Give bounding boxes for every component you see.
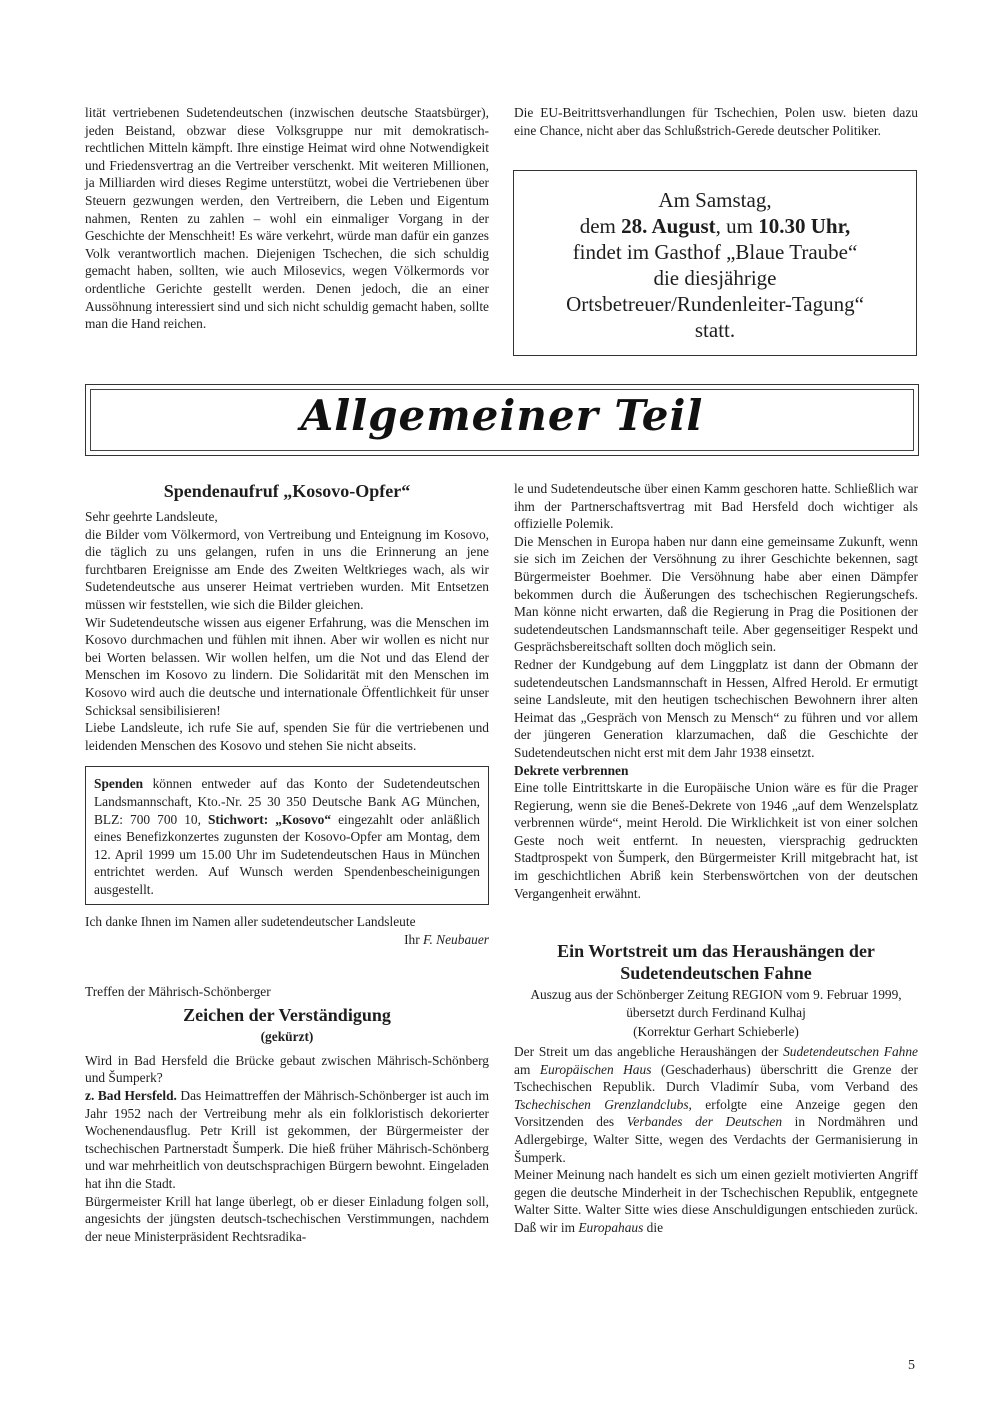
section-banner-title: Allgemeiner Teil	[300, 391, 704, 440]
wortstreit-credit: (Korrektur Gerhart Schieberle)	[633, 1024, 799, 1040]
treffen-cont-paragraph-1: le und Sudetendeutsche über einen Kamm geschoren hatte. Schließlich war ihm der Partnerschaftsvertrag mit Bad Hersfeld doch wichtiger als offizielle Polemik.	[514, 481, 918, 532]
notice-line-3: findet im Gasthof „Blaue Traube“	[572, 240, 858, 264]
donation-keyword: Stichwort: „Kosovo“	[207, 811, 332, 827]
notice-line-4: die diesjährige	[653, 266, 777, 290]
dekrete-paragraph: Eine tolle Eintrittskarte in die Europäische Union wäre es für die Prager Regierung, wenn sie die Beneš-Dekrete von 1946 „auf dem Wenzelsplatz verbrennen würde“, meint Herold. Die Wirklichkeit ist von einer solchen Geste noch weit entfernt. In neuesten, viersprachig gedruckten Stadtprospekt von Šumperk, den Bürgermeister Krill mitgebracht hat, ist im geschichtlichen Abriß kein Sterbenswörtchen von der deutschen Vergangenheit erwähnt.	[514, 780, 918, 901]
wortstreit-paragraph-2	[514, 1166, 918, 1236]
wp2-b: die	[643, 1219, 664, 1235]
spenden-paragraph-2: Wir Sudetendeutsche wissen aus eigener Erfahrung, was die Menschen im Kosovo durchmachen und fühlen mit ihnen. Aber wir wollen es nicht nur bei Worten belassen. Wir wollen helfen, um die Not und das Elend der Menschen im Kosovo zu lindern. Die Solidarität mit den Menschen im Kosovo wird auch die deutsche und internationale Öffentlichkeit für unser Schicksal sensibilisieren!	[85, 614, 489, 718]
wp1-d: erfolgte eine Anzeige gegen den Vorsitzenden des	[514, 1096, 918, 1130]
treffen-paragraph-2	[85, 1087, 489, 1193]
treffen-cont-paragraph-2: Die Menschen in Europa haben nur dann eine gemeinsame Zukunft, wenn sie sich im Zeichen der Versöhnung zu ihrer Geschichte bekennen, sagt Bürgermeister Boehmer. Die Versöhnung habe aber einen Dämpfer bekommen durch die Äußerungen des tschechischen Regierungschefs. Man könne nicht erwarten, daß die Regierung in Prag die Positionen der sudetendeutschen Landsmannschaft teile. Aber gegenseitiger Respekt und Gesprächsbereitschaft sollten doch möglich sein.	[514, 533, 918, 655]
donation-text-2: eingezahlt oder anläßlich eines Benefizkonzertes zugunsten der Kosovo-Opfer am Montag, dem 12. April 1999 um 15.00 Uhr im Sudetendeutschen Haus in München entrichtet werden. Auf Wunsch werden Spendenbescheinigungen ausgestellt.	[94, 811, 480, 897]
treffen-dateline: z. Bad Hersfeld.	[85, 1088, 177, 1104]
donation-info-box	[85, 766, 489, 905]
notice-date: 28. August	[621, 214, 716, 238]
spenden-thanks: Ich danke Ihnen im Namen aller sudetendeutscher Landsleute	[85, 914, 416, 930]
treffen-subtitle: (gekürzt)	[260, 1029, 314, 1045]
donation-text-1: können entweder auf das Konto der Sudetendeutschen Landsmannschaft, Kto.-Nr. 25 30 350 Deutsche Bank AG München, BLZ: 700 700 10,	[94, 776, 480, 827]
intro-right-text: Die EU-Beitrittsverhandlungen für Tschechien, Polen usw. bieten dazu eine Chance, nicht aber das Schlußstrich-Gerede deutscher Politiker.	[514, 105, 918, 138]
spenden-paragraph-1: die Bilder vom Völkermord, von Vertreibung und Enteignung im Kosovo, die täglich zu uns gelangen, rufen in uns die Erinnerung an jene furchtbaren Ereignisse am Ende des Zweiten Weltkrieges wach, als wir Sudetendeutsche aus unserer Heimat vertrieben wurden. Mit Entsetzen müssen wir feststellen, wie sich die Bilder gleichen.	[85, 526, 489, 612]
wp1-i2: Europäischen Haus	[539, 1061, 652, 1077]
wp1-i3: Tschechischen Grenzlandclubs,	[514, 1096, 692, 1112]
intro-left-column	[85, 104, 489, 333]
notice-line-2-pre: dem	[579, 214, 622, 238]
wp2-i: Europahaus	[578, 1219, 644, 1235]
wp1-i1: Sudetendeutschen Fahne	[783, 1044, 918, 1060]
dekrete-subheading: Dekrete verbrennen	[514, 762, 629, 778]
wp1-i4: Verbandes der Deutschen	[626, 1114, 783, 1130]
treffen-kicker: Treffen der Mährisch-Schönberger	[85, 983, 271, 999]
treffen-paragraph-1: Wird in Bad Hersfeld die Brücke gebaut zwischen Mährisch-Schönberg und Šumperk?	[85, 1052, 489, 1086]
wortstreit-paragraph-1	[514, 1043, 918, 1166]
treffen-title: Zeichen der Verständigung	[183, 1005, 391, 1026]
spenden-signature	[85, 931, 489, 949]
spenden-paragraph-3: Liebe Landsleute, ich rufe Sie auf, spenden Sie für die vertriebenen und leidenden Menschen des Kosovo und stehen Sie nicht abseits.	[85, 720, 489, 753]
treffen-paragraph-2-text: Das Heimattreffen der Mährisch-Schönberger ist auch im Jahr 1952 nach der Vertreibung mehr als ein folkloristisch dekorierter Wochenendausflug. Petr Krill ist gekommen, der Bürgermeister der tschechischen Partnerstadt Šumperk. Die hieß früher Mährisch-Schönberg und war mehrheitlich von deutschsprachigen Bürgern bewohnt. Eingeladen hat ihn die Stadt.	[85, 1088, 489, 1191]
signature-name: F. Neubauer	[423, 932, 489, 948]
notice-line-2-mid: , um	[715, 214, 759, 238]
wp1-e: in Nordmähren und Adlergebirge, Walter Sitte, wegen des Verdachts der Germanisierung in Šumperk.	[514, 1114, 918, 1165]
intro-left-text: lität vertriebenen Sudetendeutschen (inzwischen deutsche Staatsbürger), jeden Beistand, obzwar diese Volksgruppe nur mit demokratisch-rechtlichen Mitteln kämpft. Ihre einstige Heimat wird ohne Notwendigkeit und Friedensvertrag an die Vertreiber verschenkt. Mit weiteren Millionen, ja Milliarden wird dieses Regime unterstützt, wobei die Vertriebenen über Steuern gezwungen werden, den Vertreibern, die Leben und Eigentum nahmen, Renten zu zahlen – wohl ein einmaliger Vorgang in der Geschichte der Menschheit! Es wäre verkehrt, würde man dafür ein ganzes Volk verantwortlich machen. Diejenigen Tschechen, die sich schuldig gemacht haben, sollten, wie auch Milosevics, wegen Völkermords vor ordentliche Gerichte gestellt werden. Denen jedoch, die an einer Aussöhnung interessiert sind und sich nicht schuldig gemacht haben, sollte man die Hand reichen.	[85, 105, 489, 332]
donation-bold-lead: Spenden	[94, 776, 144, 792]
notice-time: 10.30 Uhr,	[758, 214, 851, 238]
wortstreit-title: Ein Wortstreit um das Heraushängen der Sudetendeutschen Fahne	[557, 941, 875, 984]
notice-line-6: statt.	[694, 318, 736, 342]
wp2-a: Meiner Meinung nach handelt es sich um einen gezielt motivierten Angriff gegen die deutsche Minderheit in der Tschechischen Republik, entgegnete Walter Sitte. Walter Sitte wies diese Anschuldigungen entschieden zurück. Daß wir im	[514, 1167, 918, 1235]
wp1-c: (Geschaderhaus) überschritt die Grenze der Tschechischen Republik. Durch Vladimír Suba, vom Verband des	[514, 1061, 918, 1095]
meeting-notice-box	[513, 170, 917, 356]
intro-right-column	[514, 104, 918, 139]
section-banner	[85, 384, 919, 456]
spenden-greeting: Sehr geehrte Landsleute,	[85, 509, 218, 524]
signature-prefix: Ihr	[404, 932, 424, 948]
notice-line-5: Ortsbetreuer/Rundenleiter-Tagung“	[566, 292, 864, 316]
treffen-cont-paragraph-3: Redner der Kundgebung auf dem Linggplatz ist dann der Obmann der sudetendeutschen Landsmannschaft in Hessen, Alfred Herold. Er ermutigt seine Landsleute, mit den heutigen tschechischen Bewohnern ihrer alten Heimat das „Gespräch von Mensch zu Mensch“ zu führen und vor allem der jüngeren Generation klarzumachen, daß die Geschichte der Sudetendeutschen nicht erst mit dem Jahr 1938 einsetzt.	[514, 656, 918, 760]
spenden-title: Spendenaufruf „Kosovo-Opfer“	[163, 481, 411, 501]
wortstreit-source: Auszug aus der Schönberger Zeitung REGION vom 9. Februar 1999, übersetzt durch Ferdinand Kulhaj	[530, 987, 902, 1020]
wp1-a: Der Streit um das angebliche Heraushängen der	[514, 1044, 784, 1060]
page-number: 5	[908, 1358, 915, 1373]
notice-line-2	[514, 213, 916, 239]
main-left-column	[85, 480, 489, 1245]
treffen-paragraph-3: Bürgermeister Krill hat lange überlegt, ob er dieser Einladung folgen soll, angesichts der jüngsten deutsch-tschechischen Verstimmungen, nachdem der neue Ministerpräsident Rechtsradika-	[85, 1193, 489, 1244]
notice-line-1: Am Samstag,	[658, 188, 772, 212]
main-right-column	[514, 480, 918, 1237]
wp1-b: am	[514, 1061, 540, 1077]
